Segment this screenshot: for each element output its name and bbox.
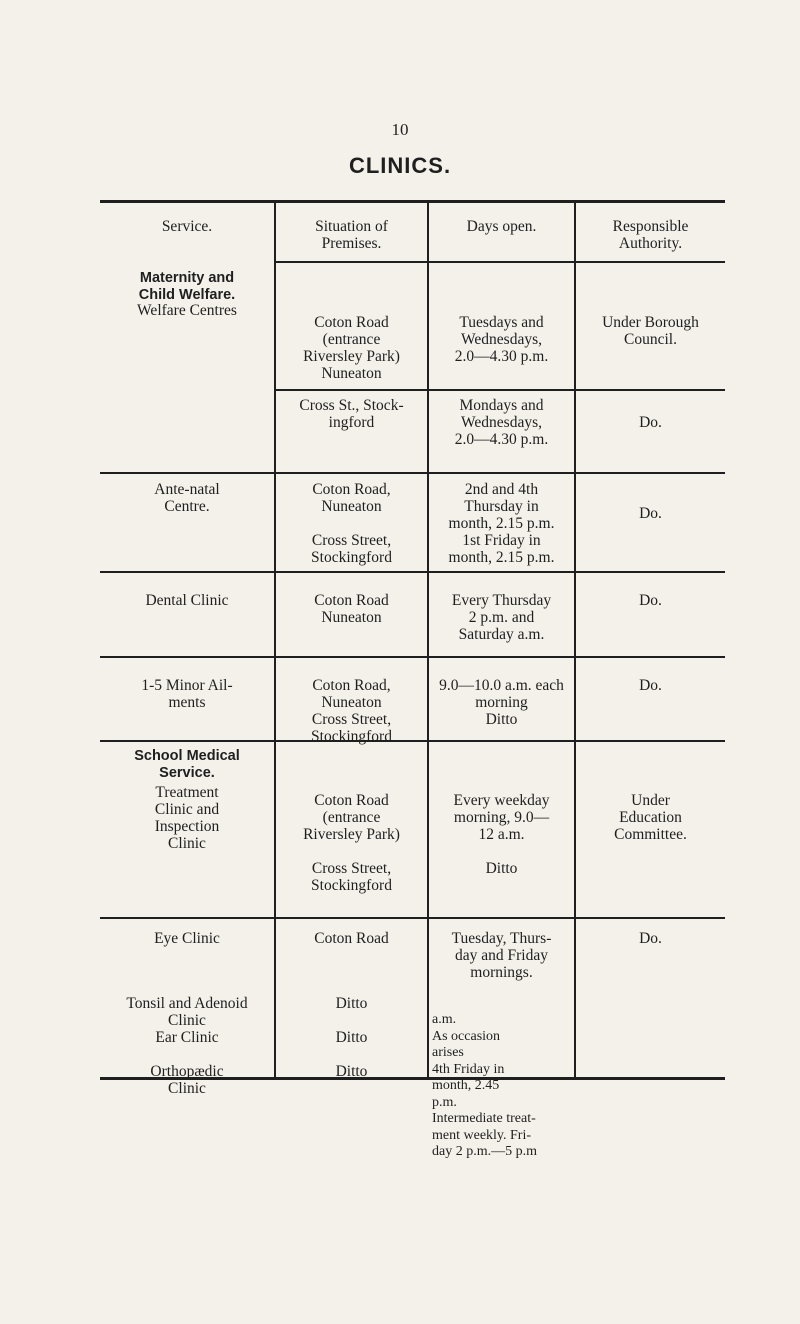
row-rule-minor	[100, 656, 725, 658]
others-situation: Ditto Ditto Ditto	[335, 995, 368, 1080]
minor-authority: Do.	[639, 677, 662, 694]
eye-authority: Do.	[639, 930, 662, 947]
maternity-rule	[275, 389, 725, 391]
maternity-service: Welfare Centres	[137, 302, 237, 319]
antenatal-service: Ante-natal Centre.	[154, 481, 220, 515]
eye-situation: Coton Road	[314, 930, 389, 947]
maternity-authority-2: Do.	[639, 414, 662, 431]
school-situation: Coton Road (entrance Riversley Park) Cross Street, Stockingford	[303, 792, 400, 894]
minor-situation: Coton Road, Nuneaton Cross Street, Stockingford	[311, 677, 392, 745]
maternity-days-1: Tuesdays and Wednesdays, 2.0—4.30 p.m.	[454, 314, 549, 365]
row-rule-dental	[100, 571, 725, 573]
header-situation: Situation of Premises.	[315, 218, 388, 252]
page-number: 10	[391, 120, 409, 139]
school-service: Treatment Clinic and Inspection Clinic	[154, 784, 220, 852]
others-days: a.m. As occasion arises 4th Friday in month, 2.45 p.m. Intermediate treat- ment weekly. Fri- day 2 p.m.—5 p.m	[432, 1012, 537, 1159]
maternity-days-2: Mondays and Wednesdays, 2.0—4.30 p.m.	[454, 397, 549, 448]
maternity-authority-1: Under Borough Council.	[602, 314, 699, 348]
header-rule	[275, 261, 725, 263]
eye-service: Eye Clinic	[154, 930, 220, 947]
maternity-situation-1: Coton Road (entrance Riversley Park) Nuneaton	[303, 314, 400, 382]
minor-days: 9.0—10.0 a.m. each morning Ditto	[439, 677, 564, 728]
row-rule-eye	[100, 917, 725, 919]
antenatal-authority: Do.	[639, 505, 662, 522]
dental-days: Every Thursday 2 p.m. and Saturday a.m.	[451, 592, 552, 643]
others-service: Tonsil and Adenoid Clinic Ear Clinic Orthopædic Clinic	[126, 995, 248, 1097]
maternity-heading: Maternity and Child Welfare.	[138, 270, 236, 303]
header-days: Days open.	[466, 218, 537, 235]
school-days: Every weekday morning, 9.0— 12 a.m. Ditto	[453, 792, 550, 877]
antenatal-days: 2nd and 4th Thursday in month, 2.15 p.m. 1st Friday in month, 2.15 p.m.	[448, 481, 555, 566]
header-authority: Responsible Authority.	[612, 218, 689, 252]
header-service: Service.	[161, 218, 213, 235]
maternity-situation-2: Cross St., Stock- ingford	[299, 397, 404, 431]
dental-situation: Coton Road Nuneaton	[314, 592, 389, 626]
row-rule-antenatal	[100, 472, 725, 474]
dental-service: Dental Clinic	[145, 592, 229, 609]
page-title: CLINICS.	[348, 153, 452, 178]
eye-days: Tuesday, Thurs- day and Friday mornings.	[451, 930, 552, 981]
minor-service: 1-5 Minor Ail- ments	[141, 677, 233, 711]
dental-authority: Do.	[639, 592, 662, 609]
school-heading: School Medical Service.	[134, 748, 240, 781]
school-authority: Under Education Committee.	[614, 792, 687, 843]
table-top-rule	[100, 200, 725, 203]
antenatal-situation: Coton Road, Nuneaton Cross Street, Stockingford	[311, 481, 392, 566]
